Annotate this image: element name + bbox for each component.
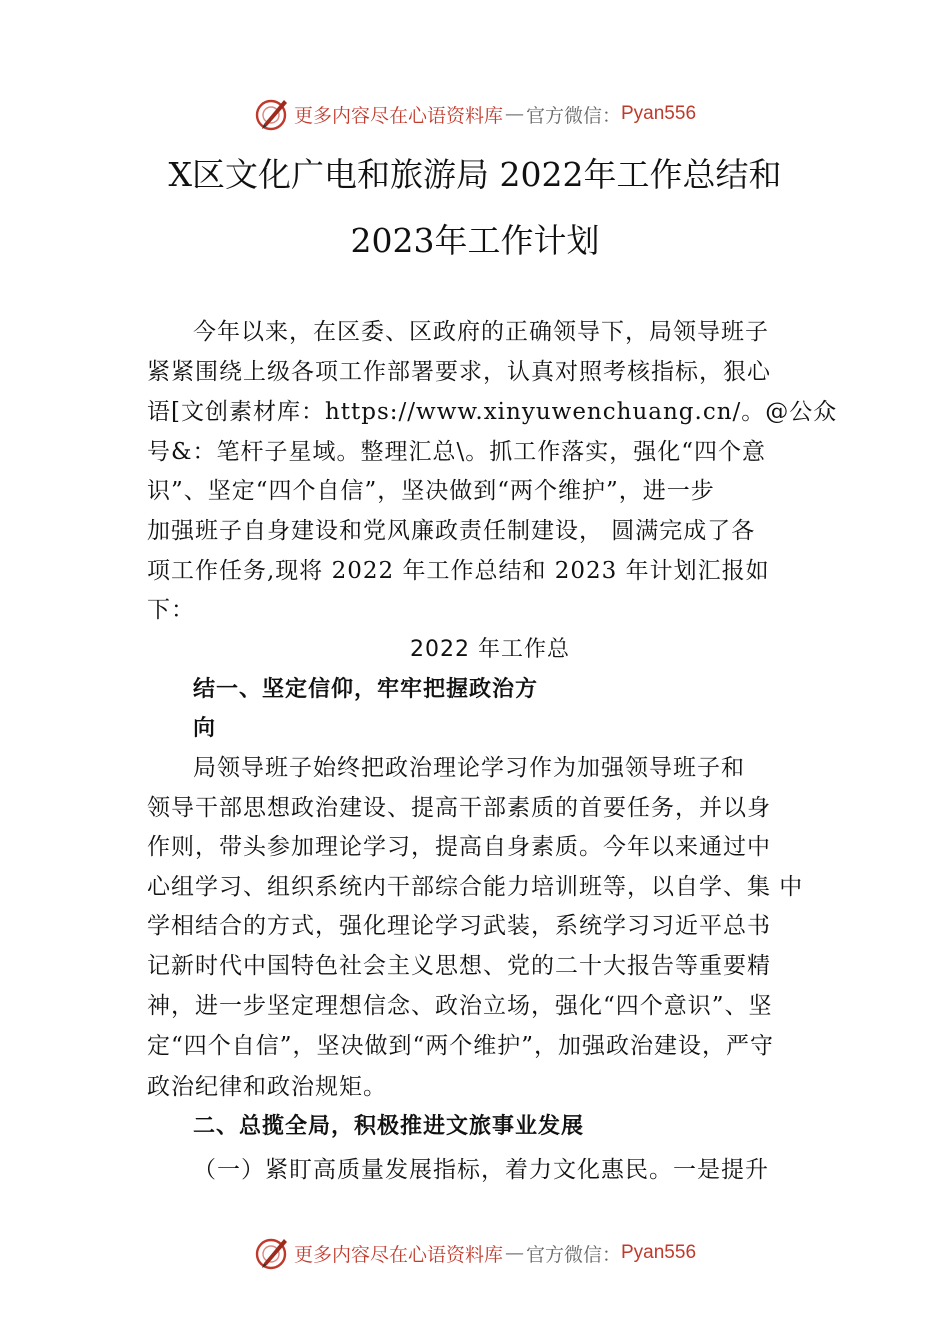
watermark-header: [0, 94, 950, 134]
watermark-official: 官方微信：: [525, 104, 621, 127]
watermark-dash: —: [504, 1242, 524, 1264]
body-line: 号&：笔杆子星域。整理汇总\。抓工作落实，强化“四个意: [147, 439, 766, 465]
section-heading: 二、总揽全局，积极推进文旅事业发展: [193, 1114, 585, 1139]
body-line: 紧紧围绕上级各项工作部署要求，认真对照考核指标，狠心: [147, 359, 771, 385]
section-heading: 2022 年工作总: [410, 637, 570, 662]
section-heading: 向: [193, 716, 217, 741]
body-line: 识”、坚定“四个自信”，坚决做到“两个维护”，进一步: [147, 478, 715, 504]
watermark-id: Pyan556: [621, 103, 697, 124]
section-heading: 结一、坚定信仰，牢牢把握政治方: [193, 677, 539, 702]
body-line: 局领导班子始终把政治理论学习作为加强领导班子和: [193, 755, 745, 781]
body-line: 定“四个自信”，坚决做到“两个维护”，加强政治建设，严守: [147, 1033, 775, 1059]
brush-logo-icon: [254, 96, 290, 132]
watermark-dash: —: [504, 103, 524, 125]
body-line: 语[文创素材库：https://www.xinyuwenchuang.cn/。@公众: [147, 399, 838, 425]
body-line: 作则，带头参加理论学习，提高自身素质。今年以来通过中: [147, 834, 771, 860]
watermark-footer: [0, 1233, 950, 1273]
body-line: 今年以来，在区委、区政府的正确领导下，局领导班子: [193, 319, 769, 345]
body-line: 加强班子自身建设和党风廉政责任制建设， 圆满完成了各: [147, 518, 756, 544]
document-title-line-2: 2023年工作计划: [350, 221, 600, 260]
body-line: 项工作任务,现将 2022 年工作总结和 2023 年计划汇报如: [147, 558, 770, 584]
watermark-brand: 更多内容尽在心语资料库: [293, 1243, 503, 1266]
body-line: 学相结合的方式，强化理论学习武装，系统学习习近平总书: [147, 913, 771, 939]
body-line: （一）紧盯高质量发展指标，着力文化惠民。一是提升: [193, 1157, 769, 1183]
watermark-official: 官方微信：: [525, 1243, 621, 1266]
body-line: 领导干部思想政治建设、提高干部素质的首要任务，并以身: [147, 795, 771, 821]
body-line: 记新时代中国特色社会主义思想、党的二十大报告等重要精: [147, 953, 771, 979]
body-line: 下：: [147, 597, 195, 623]
watermark-brand: 更多内容尽在心语资料库: [293, 104, 503, 127]
brush-logo-icon: [254, 1235, 290, 1271]
body-line: 心组学习、组织系统内干部综合能力培训班等，以自学、集 中: [147, 874, 804, 900]
watermark-id: Pyan556: [621, 1242, 697, 1263]
body-line: 政治纪律和政治规矩。: [147, 1074, 387, 1100]
body-line: 神，进一步坚定理想信念、政治立场，强化“四个意识”、坚: [147, 993, 773, 1019]
document-title-line-1: X区文化广电和旅游局 2022年工作总结和: [168, 155, 782, 194]
